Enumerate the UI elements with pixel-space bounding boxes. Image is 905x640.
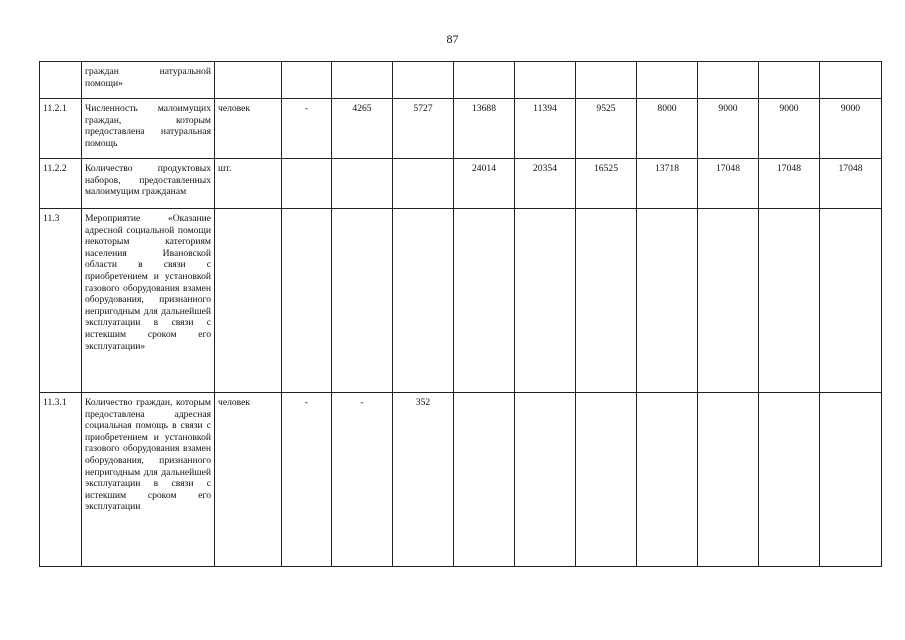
value-cell: 5727 (393, 99, 454, 159)
indicators-table (39, 61, 882, 567)
value-cell (759, 62, 820, 99)
value-cell: 9000 (759, 99, 820, 159)
value-cell (698, 62, 759, 99)
row-description: граждан натуральной помощи» (82, 62, 215, 99)
value-cell: 4265 (332, 99, 393, 159)
value-cell (282, 209, 332, 393)
value-cell (576, 393, 637, 567)
value-cell (637, 62, 698, 99)
table-row (40, 99, 882, 159)
value-cell: 352 (393, 393, 454, 567)
table-row (40, 159, 882, 209)
value-cell: 17048 (820, 159, 882, 209)
value-cell (698, 393, 759, 567)
value-cell (332, 159, 393, 209)
value-cell: 9000 (820, 99, 882, 159)
value-cell (515, 62, 576, 99)
value-cell (759, 393, 820, 567)
value-cell: 9000 (698, 99, 759, 159)
table-row (40, 62, 882, 99)
row-code: 11.3.1 (40, 393, 82, 567)
row-unit (215, 209, 282, 393)
value-cell (515, 209, 576, 393)
row-unit (215, 62, 282, 99)
table-row (40, 393, 882, 567)
row-code: 11.2.1 (40, 99, 82, 159)
row-code (40, 62, 82, 99)
row-code: 11.2.2 (40, 159, 82, 209)
value-cell (637, 393, 698, 567)
value-cell (820, 209, 882, 393)
value-cell (576, 209, 637, 393)
value-cell (759, 209, 820, 393)
value-cell (332, 209, 393, 393)
value-cell (454, 209, 515, 393)
value-cell (393, 62, 454, 99)
value-cell: - (282, 99, 332, 159)
value-cell: 8000 (637, 99, 698, 159)
value-cell (820, 393, 882, 567)
value-cell (454, 393, 515, 567)
row-unit: человек (215, 99, 282, 159)
value-cell (393, 209, 454, 393)
row-unit: человек (215, 393, 282, 567)
value-cell: - (332, 393, 393, 567)
row-description: Количество продуктовых наборов, предоставленных малоимущим гражданам (82, 159, 215, 209)
table-row (40, 209, 882, 393)
value-cell: 17048 (759, 159, 820, 209)
value-cell (820, 62, 882, 99)
row-description: Численность малоимущих граждан, которым предоставлена натуральная помощь (82, 99, 215, 159)
value-cell (454, 62, 515, 99)
value-cell: 24014 (454, 159, 515, 209)
value-cell: 13718 (637, 159, 698, 209)
row-code: 11.3 (40, 209, 82, 393)
value-cell (332, 62, 393, 99)
row-unit: шт. (215, 159, 282, 209)
value-cell: 13688 (454, 99, 515, 159)
value-cell (515, 393, 576, 567)
value-cell (576, 62, 637, 99)
value-cell: 16525 (576, 159, 637, 209)
value-cell: 17048 (698, 159, 759, 209)
row-description: Количество граждан, которым предоставлена адресная социальная помощь в связи с приобретением и установкой газового оборудования взамен оборудования, признанного непригодным для дальнейшей эксплуатации в связи с истекшим сроком его эксплуатации (82, 393, 215, 567)
row-description: Мероприятие «Оказание адресной социальной помощи некоторым категориям населения Ивановской области в связи с приобретением и установкой газового оборудования взамен оборудования, признанного непригодным для дальнейшей эксплуатации в связи с истекшим сроком его эксплуатации» (82, 209, 215, 393)
value-cell: - (282, 393, 332, 567)
value-cell: 20354 (515, 159, 576, 209)
value-cell (637, 209, 698, 393)
value-cell (698, 209, 759, 393)
value-cell (282, 159, 332, 209)
value-cell: 9525 (576, 99, 637, 159)
page-number: 87 (446, 32, 459, 46)
value-cell (282, 62, 332, 99)
value-cell: 11394 (515, 99, 576, 159)
value-cell (393, 159, 454, 209)
